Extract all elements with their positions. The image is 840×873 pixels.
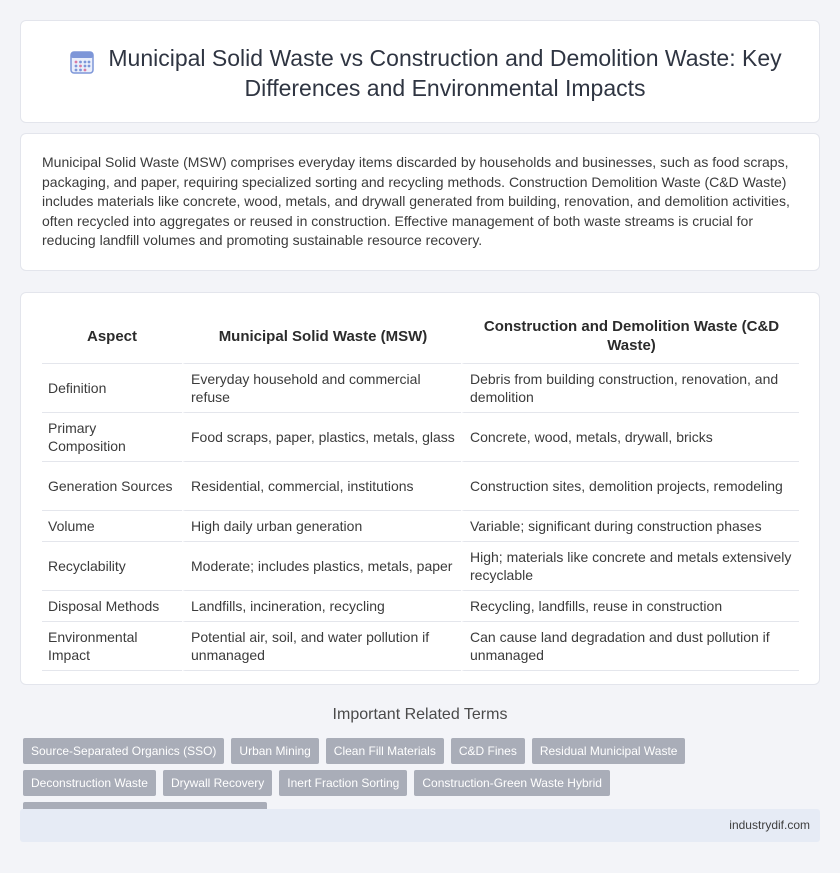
table-cell: Construction sites, demolition projects, remodeling: [461, 462, 799, 511]
table-cell: High daily urban generation: [182, 511, 461, 542]
table-row: [42, 413, 799, 462]
related-term-tag[interactable]: Source-Separated Organics (SSO): [23, 738, 224, 764]
table-cell: Residential, commercial, institutions: [182, 462, 461, 511]
footer: [20, 809, 820, 842]
table-row: [42, 591, 799, 622]
table-row: [42, 542, 799, 591]
table-cell: Volume: [42, 511, 182, 542]
table-cell: Landfills, incineration, recycling: [182, 591, 461, 622]
table-header-row: [42, 309, 799, 364]
table-row: [42, 511, 799, 542]
table-cell: Moderate; includes plastics, metals, paper: [182, 542, 461, 591]
related-term-tag[interactable]: Deconstruction Waste: [23, 770, 156, 796]
table-cell: Primary Composition: [42, 413, 182, 462]
intro-text: Municipal Solid Waste (MSW) comprises everyday items discarded by households and businesses, such as food scraps, packaging, and paper, requiring specialized sorting and recycling methods. Construction Demolition Waste (C&D Waste) includes materials like concrete, wood, metals, and drywall generated from building, renovation, and demolition activities, often recycled into aggregates or reused in construction. Effective management of both waste streams is crucial for reducing landfill volumes and promoting sustainable resource recovery.: [42, 154, 790, 249]
header-msw: Municipal Solid Waste (MSW): [182, 309, 461, 364]
comparison-table: [42, 309, 799, 671]
related-term-tag[interactable]: Clean Fill Materials: [326, 738, 444, 764]
table-row: [42, 462, 799, 511]
related-term-tag[interactable]: Drywall Recovery: [163, 770, 272, 796]
table-cell: Recycling, landfills, reuse in construction: [461, 591, 799, 622]
table-cell: High; materials like concrete and metals extensively recyclable: [461, 542, 799, 591]
table-cell: Potential air, soil, and water pollution if unmanaged: [182, 622, 461, 671]
table-cell: Disposal Methods: [42, 591, 182, 622]
related-term-tag[interactable]: Construction-Green Waste Hybrid: [414, 770, 610, 796]
related-term-tag[interactable]: Residual Municipal Waste: [532, 738, 686, 764]
table-cell: Environmental Impact: [42, 622, 182, 671]
page-title: Municipal Solid Waste vs Construction and Demolition Waste: Key Differences and Environmental Impacts: [108, 45, 782, 101]
table-cell: Can cause land degradation and dust pollution if unmanaged: [461, 622, 799, 671]
header-cd-waste: Construction and Demolition Waste (C&D Waste): [461, 309, 799, 364]
table-row: [42, 364, 799, 413]
table-cell: Generation Sources: [42, 462, 182, 511]
table-cell: Food scraps, paper, plastics, metals, glass: [182, 413, 461, 462]
intro-card: [20, 133, 820, 271]
related-terms-heading: Important Related Terms: [332, 706, 508, 723]
table-cell: Recyclability: [42, 542, 182, 591]
related-term-tag[interactable]: C&D Fines: [451, 738, 525, 764]
header-aspect: Aspect: [42, 309, 182, 364]
related-term-tag[interactable]: Inert Fraction Sorting: [279, 770, 407, 796]
comparison-table-card: [20, 292, 820, 685]
related-term-tag[interactable]: Urban Mining: [231, 738, 318, 764]
table-cell: Everyday household and commercial refuse: [182, 364, 461, 413]
table-row: [42, 622, 799, 671]
table-cell: Variable; significant during construction phases: [461, 511, 799, 542]
footer-site-link[interactable]: industrydif.com: [729, 818, 810, 832]
table-cell: Concrete, wood, metals, drywall, bricks: [461, 413, 799, 462]
title-card: [20, 20, 820, 123]
table-cell: Debris from building construction, renovation, and demolition: [461, 364, 799, 413]
table-cell: Definition: [42, 364, 182, 413]
